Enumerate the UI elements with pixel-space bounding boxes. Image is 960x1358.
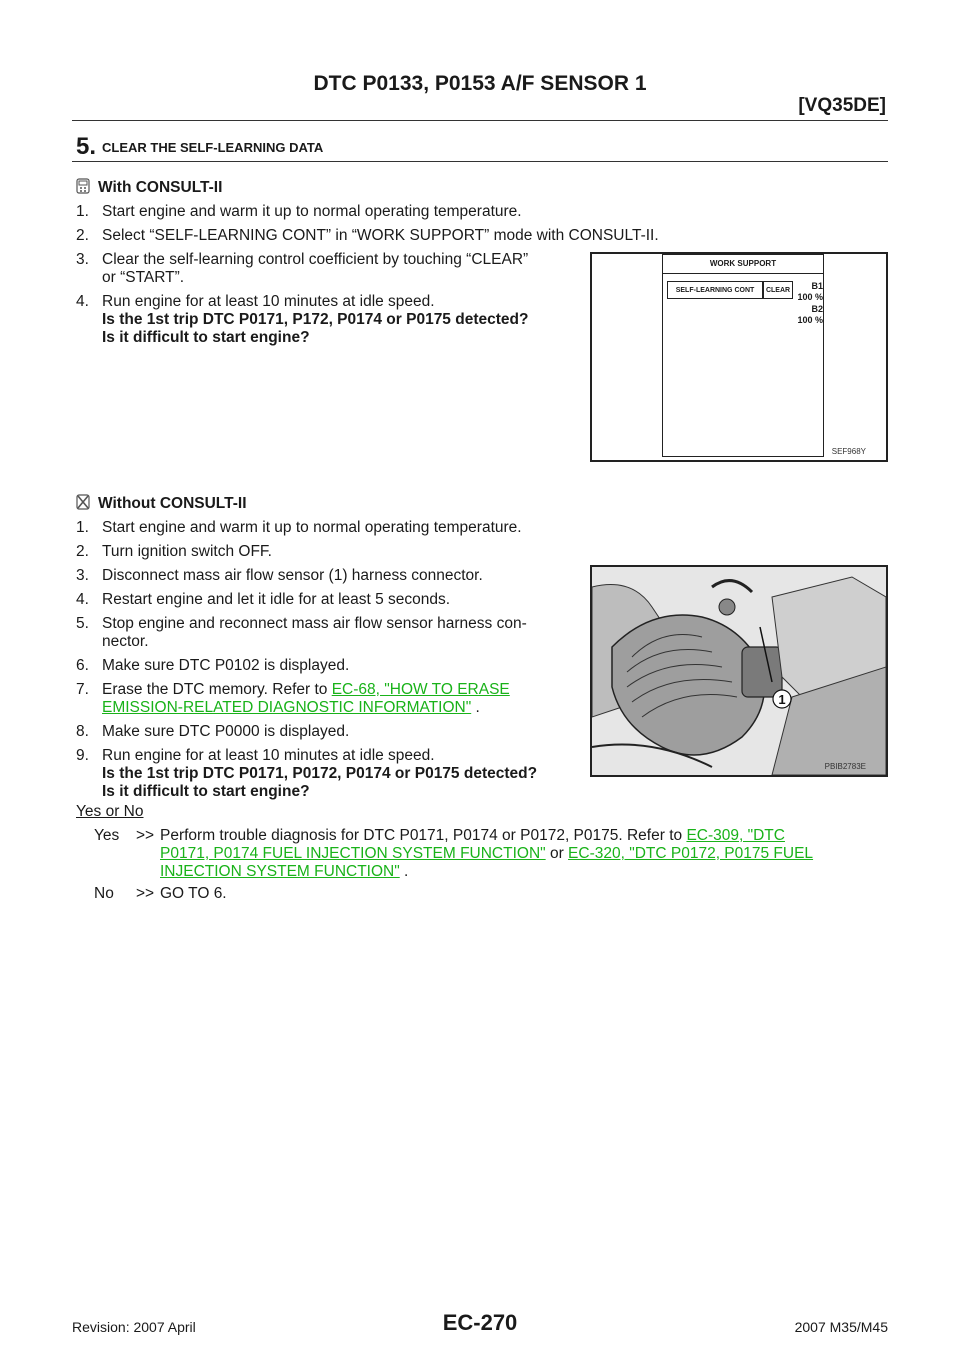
work-support-figure [590,252,888,462]
list-item: 5. Stop engine and reconnect mass air flow sensor harness con- [76,615,527,632]
consult-screen [662,254,824,457]
engine-bay-figure [590,565,888,777]
list-item-continued: nector. [102,633,149,650]
with-consult-heading: With CONSULT-II [76,178,222,198]
b2-label: B2 [811,304,823,314]
list-item: 1. Start engine and warm it up to normal operating temperature. [76,203,522,220]
list-item: 9. Run engine for at least 10 minutes at idle speed. [76,747,435,764]
yes-text: Perform trouble diagnosis for DTC P0171, P0174 or P0172, P0175. Refer to EC-309, "DTC [160,827,785,844]
question: Is it difficult to start engine? [102,783,310,800]
figure-code: SEF968Y [831,447,866,456]
list-item: 2. Turn ignition switch OFF. [76,543,272,560]
list-item: 2. Select “SELF-LEARNING CONT” in “WORK SUPPORT” mode with CONSULT-II. [76,227,659,244]
step-number: 5. [76,133,97,160]
consult-tester-icon [76,178,90,194]
list-item: 1. Start engine and warm it up to normal operating temperature. [76,519,522,536]
screen-title: WORK SUPPORT [709,259,777,268]
list-item: 4. Restart engine and let it idle for at least 5 seconds. [76,591,451,608]
b1-value: 100 % [797,292,823,302]
page-title: DTC P0133, P0153 A/F SENSOR 1 [313,72,647,95]
erase-dtc-link[interactable]: EC-68, "HOW TO ERASE [331,681,510,698]
yes-label: Yes [94,827,120,844]
ec309-link[interactable]: EC-309, "DTC [686,827,785,844]
callout-number: 1 [778,692,786,707]
figure-code: PBIB2783E [824,762,866,771]
no-arrow: >> [136,885,155,902]
no-tester-icon [76,494,90,510]
list-item: 3. Disconnect mass air flow sensor (1) harness connector. [76,567,483,584]
clear-cell: CLEAR [763,281,793,299]
self-learning-cont-cell: SELF-LEARNING CONT [667,281,763,299]
ec320-link-cont[interactable]: INJECTION SYSTEM FUNCTION" [160,863,400,880]
list-item-continued: or “START”. [102,269,185,286]
list-item: 7. Erase the DTC memory. Refer to EC-68, "HOW TO ERASE [76,681,510,698]
engine-bay-illustration [592,567,886,775]
yes-text-cont: P0171, P0174 FUEL INJECTION SYSTEM FUNCTION" or EC-320, "DTC P0172, P0175 FUEL [160,845,814,862]
no-label: No [94,885,114,902]
step-title: CLEAR THE SELF-LEARNING DATA [102,140,324,155]
list-item: 8. Make sure DTC P0000 is displayed. [76,723,350,740]
header-rule [72,120,888,121]
ec309-link-cont[interactable]: P0171, P0174 FUEL INJECTION SYSTEM FUNCTION" [160,845,546,862]
ec320-link[interactable]: EC-320, "DTC P0172, P0175 FUEL [568,845,814,862]
list-item: 3. Clear the self-learning control coefficient by touching “CLEAR” [76,251,529,268]
yes-or-no-heading: Yes or No [76,803,144,820]
engine-model: [VQ35DE] [798,95,886,116]
yes-arrow: >> [136,827,155,844]
page-number: EC-270 [442,1310,518,1335]
list-item-continued: EMISSION-RELATED DIAGNOSTIC INFORMATION" . [102,699,480,716]
erase-dtc-link-cont[interactable]: EMISSION-RELATED DIAGNOSTIC INFORMATION" [102,699,472,716]
without-consult-heading: Without CONSULT-II [76,494,247,514]
list-item: 6. Make sure DTC P0102 is displayed. [76,657,350,674]
b1-label: B1 [811,281,823,291]
no-text: GO TO 6. [160,885,227,902]
step-rule [72,161,888,162]
question: Is it difficult to start engine? [102,329,310,346]
step-heading [76,133,323,161]
yes-text-cont: INJECTION SYSTEM FUNCTION" . [160,863,409,880]
question: Is the 1st trip DTC P0171, P172, P0174 or P0175 detected? [102,311,529,328]
list-item: 4. Run engine for at least 10 minutes at idle speed. [76,293,435,310]
footer-model: 2007 M35/M45 [794,1319,888,1335]
question: Is the 1st trip DTC P0171, P0172, P0174 or P0175 detected? [102,765,538,782]
footer-revision: Revision: 2007 April [72,1319,196,1335]
b2-value: 100 % [797,315,823,325]
